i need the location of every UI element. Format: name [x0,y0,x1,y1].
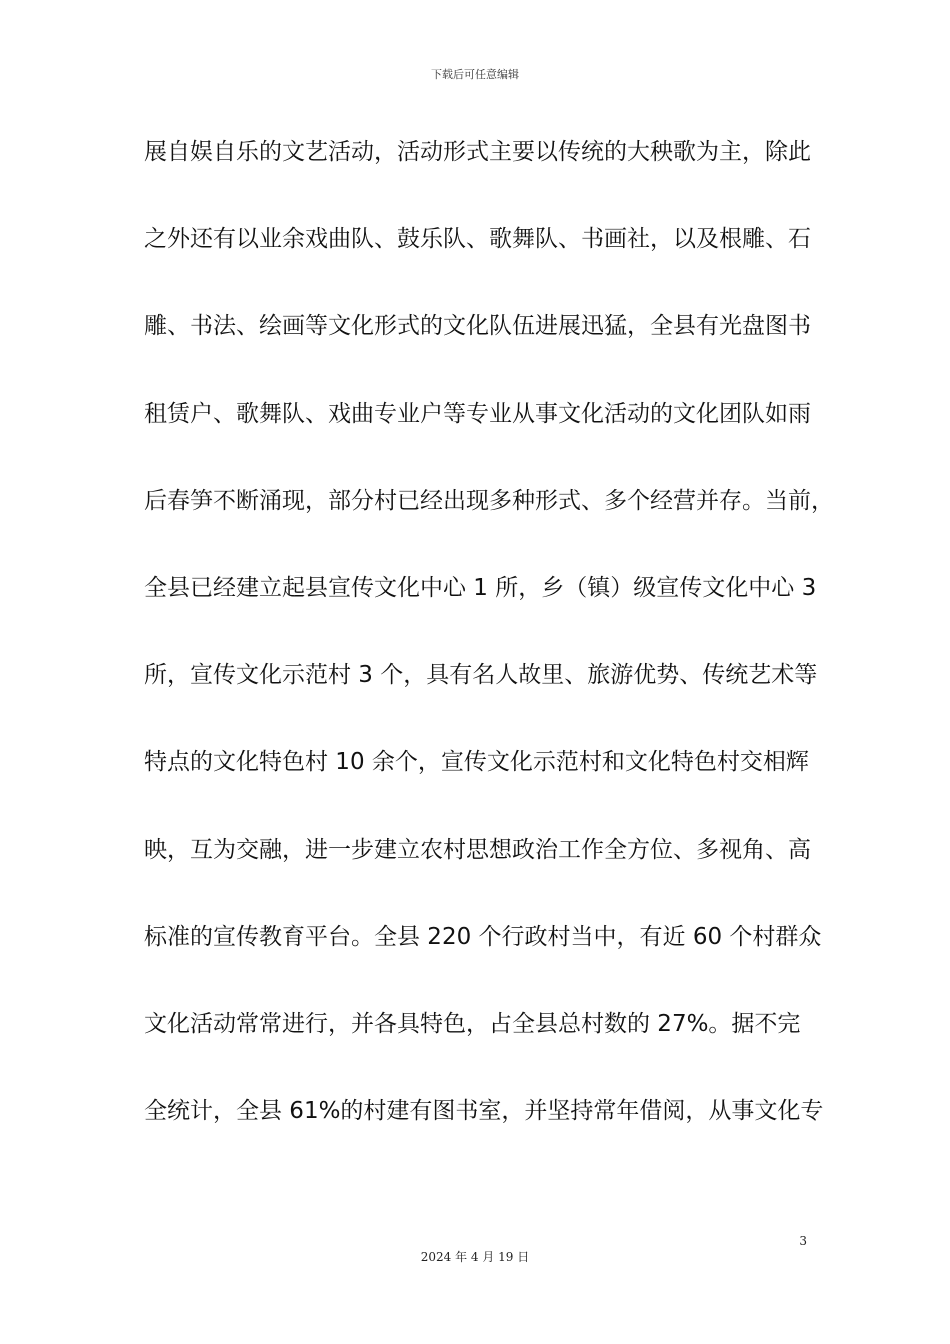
page-header: 下载后可任意编辑 [431,68,519,81]
body-line: 全县已经建立起县宣传文化中心 1 所，乡（镇）级宣传文化中心 3 [144,574,817,601]
body-line: 特点的文化特色村 10 余个，宣传文化示范村和文化特色村交相辉 [144,749,809,776]
page-footer-date: 2024 年 4 月 19 日 [420,1250,530,1264]
body-line: 映，互为交融，进一步建立农村思想政治工作全方位、多视角、高 [144,836,811,863]
body-line: 租赁户、歌舞队、戏曲专业户等专业从事文化活动的文化团队如雨 [144,400,811,427]
body-line: 所，宣传文化示范村 3 个，具有名人故里、旅游优势、传统艺术等 [144,662,818,689]
body-line: 展自娱自乐的文艺活动，活动形式主要以传统的大秧歌为主，除此 [144,139,811,165]
page-number: 3 [799,1234,807,1248]
body-line: 之外还有以业余戏曲队、鼓乐队、歌舞队、书画社，以及根雕、石 [144,226,811,253]
body-line: 全统计，全县 61%的村建有图书室，并坚持常年借阅，从事文化专 [144,1098,824,1125]
body-line: 标准的宣传教育平台。全县 220 个行政村当中，有近 60 个村群众 [144,923,822,950]
document-body [144,130,834,1176]
body-line: 文化活动常常进行，并各具特色，占全县总村数的 27%。据不完 [144,1010,801,1037]
body-line: 雕、书法、绘画等文化形式的文化队伍进展迅猛，全县有光盘图书 [144,313,811,340]
body-line: 后春笋不断涌现，部分村已经出现多种形式、多个经营并存。当前， [144,487,834,514]
